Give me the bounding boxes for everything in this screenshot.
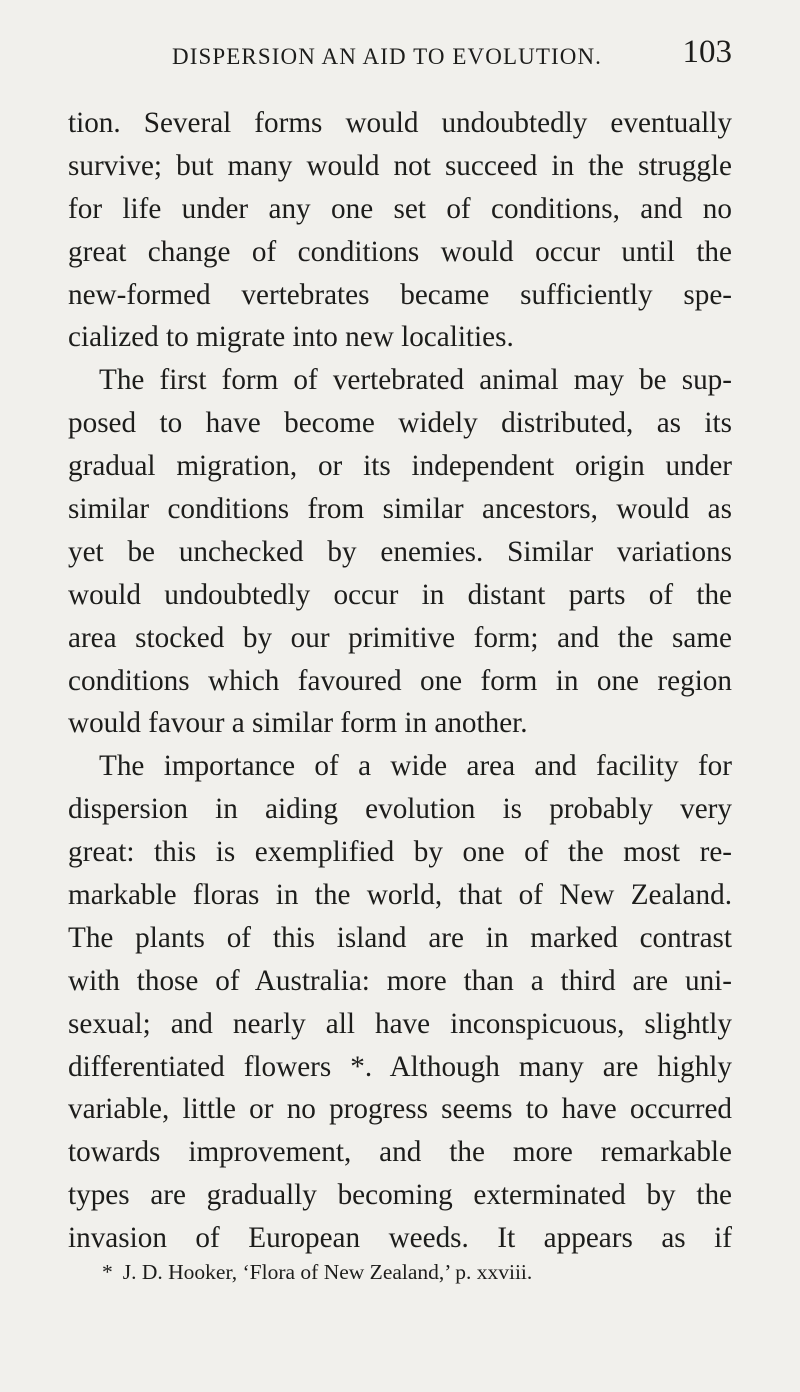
text-line: The importance of a wide area and facility for <box>99 750 732 783</box>
text-line: great change of conditions would occur until the <box>68 235 732 268</box>
text-line: dispersion in aiding evolution is probably very <box>68 793 732 826</box>
paragraph-2 <box>68 359 732 745</box>
text-line: The first form of vertebrated animal may be sup- <box>99 364 732 397</box>
text-line: variable, little or no progress seems to have occurred <box>68 1093 732 1126</box>
text-line: differentiated flowers *. Although many are highly <box>68 1050 732 1083</box>
footnote <box>102 1257 662 1287</box>
text-line: invasion of European weeds. It appears as if <box>68 1222 732 1255</box>
text-line: towards improvement, and the more remarkable <box>68 1136 732 1169</box>
running-title: DISPERSION AN AID TO EVOLUTION. <box>172 44 603 69</box>
text-line: markable floras in the world, that of New Zealand. <box>68 879 732 912</box>
text-line: sexual; and nearly all have inconspicuous, slightly <box>68 1007 732 1040</box>
page-number: 103 <box>682 34 732 70</box>
body-text <box>68 102 732 1260</box>
text-line: would undoubtedly occur in distant parts of the <box>68 578 732 611</box>
text-line: survive; but many would not succeed in the struggle <box>68 149 732 182</box>
text-line: area stocked by our primitive form; and the same <box>68 621 732 654</box>
text-line: gradual migration, or its independent origin under <box>68 450 732 483</box>
text-line: The plants of this island are in marked contrast <box>68 921 732 954</box>
text-line: new-formed vertebrates became sufficiently spe- <box>68 278 732 311</box>
text-line: with those of Australia: more than a third are uni- <box>68 964 732 997</box>
footnote-mark: * <box>102 1260 113 1284</box>
text-line: similar conditions from similar ancestors, would as <box>68 493 732 526</box>
footnote-text: J. D. Hooker, ‘Flora of New Zealand,’ p. xxviii. <box>122 1260 533 1284</box>
paragraph-3 <box>68 745 732 1260</box>
text-line: conditions which favoured one form in one region <box>68 664 732 697</box>
text-line: tion. Several forms would undoubtedly eventually <box>68 107 732 139</box>
text-line: cialized to migrate into new localities. <box>68 321 514 354</box>
text-line: would favour a similar form in another. <box>68 707 528 740</box>
text-line: great: this is exemplified by one of the most re- <box>68 836 732 869</box>
text-line: yet be unchecked by enemies. Similar variations <box>68 535 732 568</box>
text-line: posed to have become widely distributed, as its <box>68 407 732 440</box>
paragraph-1 <box>68 102 732 359</box>
text-line: for life under any one set of conditions, and no <box>68 192 732 225</box>
text-line: types are gradually becoming exterminated by the <box>68 1179 732 1212</box>
running-header <box>68 34 732 74</box>
